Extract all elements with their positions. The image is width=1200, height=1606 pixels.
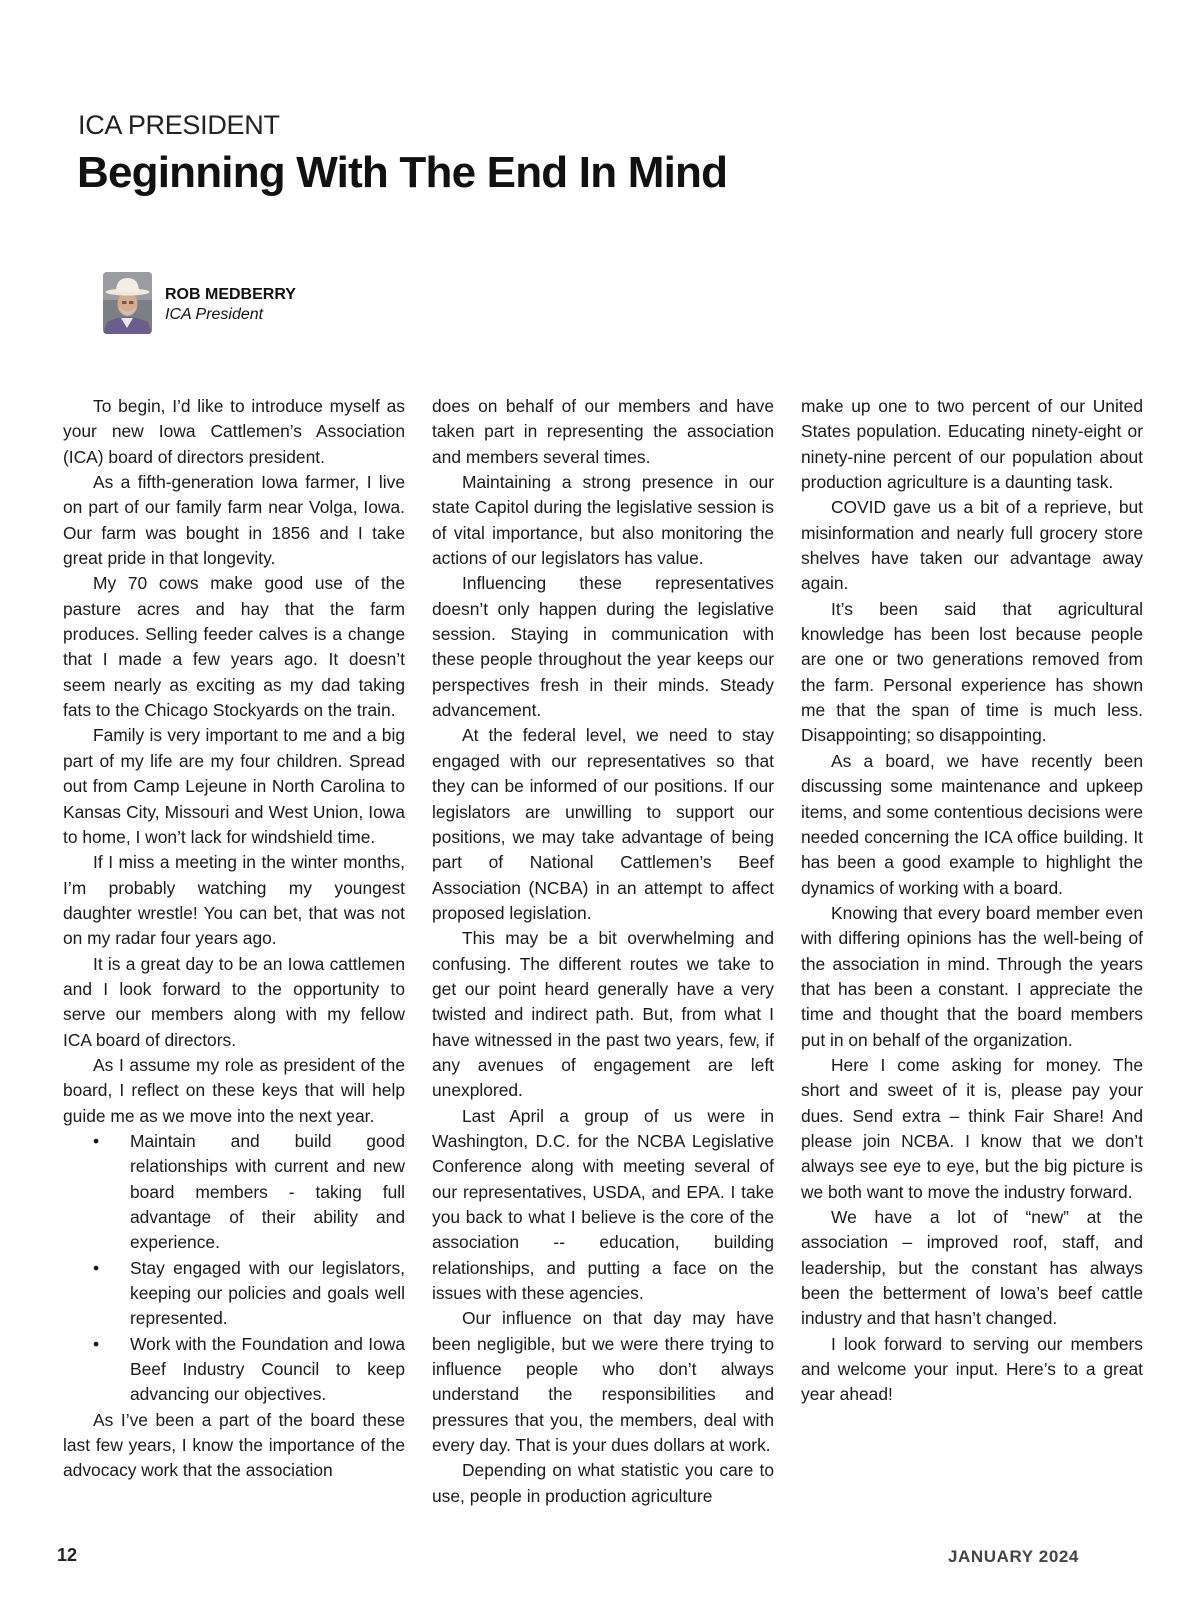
paragraph: To begin, I’d like to introduce myself as your new Iowa Cattlemen’s Association (ICA) board of directors president. (63, 396, 405, 467)
paragraph: If I miss a meeting in the winter months, I’m probably watching my youngest daughter wrestle! You can bet, that was not on my radar four years ago. (63, 852, 405, 949)
paragraph: I look forward to serving our members and welcome your input. Here’s to a great year ahead! (801, 1333, 1143, 1405)
paragraph-continued: does on behalf of our members and have taken part in representing the association and members several times. (432, 396, 774, 467)
list-item-text: Maintain and build good relationships with current and new board members - taking full advantage of their ability and experience. (130, 1130, 405, 1253)
byline (103, 272, 296, 334)
paragraph: As a fifth-generation Iowa farmer, I live on part of our family farm near Volga, Iowa. Our farm was bought in 1856 and I take great pride in that longevity. (63, 472, 405, 569)
paragraph-continued: make up one to two percent of our United States population. Educating ninety-eight or ninety-nine percent of our population about production agriculture is a daunting task. (801, 396, 1143, 493)
paragraph: Family is very important to me and a big part of my life are my four children. Spread out from Camp Lejeune in North Carolina to Kansas City, Missouri and West Union, Iowa to home, I won’t lack for windshield time. (63, 725, 405, 847)
author-role: ICA President (165, 306, 264, 323)
page-number: 12 (57, 1545, 78, 1565)
author-name: ROB MEDBERRY (165, 286, 296, 303)
section-kicker: ICA PRESIDENT (78, 110, 280, 140)
paragraph: My 70 cows make good use of the pasture acres and hay that the farm produces. Selling feeder calves is a change that I made a few years ago. It doesn’t seem nearly as exciting as my dad taking fats to the Chicago Stockyards on the train. (63, 573, 405, 721)
author-info (165, 285, 296, 325)
paragraph: Our influence on that day may have been negligible, but we were there trying to influence people who don’t always understand the responsibilities and pressures that you, the members, deal with every day. That is your dues dollars at work. (432, 1308, 774, 1456)
article-title: Beginning With The End In Mind (77, 148, 728, 197)
paragraph: As I’ve been a part of the board these last few years, I know the importance of the advocacy work that the association (63, 1409, 405, 1481)
paragraph: As I assume my role as president of the board, I reflect on these keys that will help guide me as we move into the next year. (63, 1054, 405, 1126)
paragraph: At the federal level, we need to stay engaged with our representatives so that they can be informed of our positions. If our legislators are unwilling to support our positions, we may take advantage of being part of National Cattlemen’s Beef Association (NCBA) in an attempt to affect proposed legislation. (432, 725, 774, 923)
paragraph: Depending on what statistic you care to use, people in production agriculture (432, 1460, 774, 1506)
article-column-2 (432, 394, 774, 1509)
key-goals-list (63, 1129, 405, 1408)
issue-date: JANUARY 2024 (948, 1547, 1079, 1566)
bullet-icon: • (93, 1130, 100, 1151)
paragraph: Influencing these representatives doesn’t only happen during the legislative session. Staying in communication with these people throughout the year keeps our perspectives fresh in their minds. Steady advancement. (432, 573, 774, 721)
paragraph: It’s been said that agricultural knowledge has been lost because people are one or two generations removed from the farm. Personal experience has shown me that the span of time is much less. Disappointing; so disappointing. (801, 598, 1143, 746)
list-item (63, 1256, 405, 1332)
paragraph: COVID gave us a bit of a reprieve, but misinformation and nearly full grocery store shelves have taken our advantage away again. (801, 497, 1143, 594)
paragraph: We have a lot of “new” at the association – improved roof, staff, and leadership, but the constant has always been the betterment of Iowa’s beef cattle industry and that hasn’t changed. (801, 1207, 1143, 1329)
paragraph: It is a great day to be an Iowa cattlemen and I look forward to the opportunity to serve our members along with my fellow ICA board of directors. (63, 953, 405, 1050)
paragraph: Here I come asking for money. The short and sweet of it is, please pay your dues. Send extra – think Fair Share! And please join NCBA. I know that we don’t always see eye to eye, but the big picture is we both want to move the industry forward. (801, 1054, 1143, 1202)
list-item (63, 1332, 405, 1408)
article-column-1 (63, 394, 405, 1484)
list-item (63, 1129, 405, 1256)
list-item-text: Stay engaged with our legislators, keeping our policies and goals well represented. (130, 1257, 405, 1329)
list-item-text: Work with the Foundation and Iowa Beef Industry Council to keep advancing our objectives. (130, 1333, 405, 1405)
paragraph: Knowing that every board member even with differing opinions has the well-being of the association in mind. Through the years that has been a constant. I appreciate the time and thought that the board members put in on behalf of the organization. (801, 902, 1143, 1050)
paragraph: Maintaining a strong presence in our state Capitol during the legislative session is of vital importance, but also monitoring the actions of our legislators has value. (432, 472, 774, 569)
paragraph: Last April a group of us were in Washington, D.C. for the NCBA Legislative Conference along with meeting several of our representatives, USDA, and EPA. I take you back to what I believe is the core of the association -- education, building relationships, and putting a face on the issues with these agencies. (432, 1105, 774, 1304)
paragraph: As a board, we have recently been discussing some maintenance and upkeep items, and some contentious decisions were needed concerning the ICA office building. It has been a good example to highlight the dynamics of working with a board. (801, 750, 1143, 898)
author-photo (103, 272, 152, 334)
paragraph: This may be a bit overwhelming and confusing. The different routes we take to get our point heard generally have a very twisted and indirect path. But, from what I have witnessed in the past two years, few, if any avenues of engagement are left unexplored. (432, 928, 774, 1101)
bullet-icon: • (93, 1257, 100, 1278)
article-column-3 (801, 394, 1143, 1408)
bullet-icon: • (93, 1333, 100, 1354)
